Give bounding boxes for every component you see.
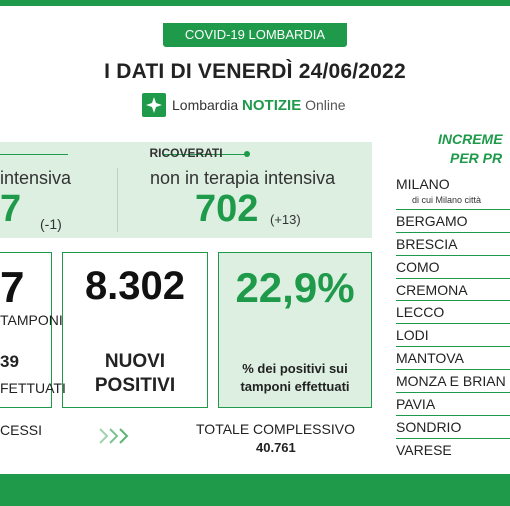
totale-complessivo-label: TOTALE COMPLESSIVO [196, 421, 355, 437]
percentuale-label [218, 360, 372, 396]
region-tag: COVID-19 LOMBARDIA [163, 23, 347, 47]
percentuale-label-line2: tamponi effettuati [240, 379, 350, 394]
nuovi-positivi-label-line2: POSITIVI [94, 375, 176, 396]
province-row: BERGAMO [396, 209, 510, 232]
non-terapia-intensiva-label: non in terapia intensiva [150, 168, 336, 188]
province-milano-sub: di cui Milano città [412, 195, 482, 205]
province-row: BRESCIA [396, 232, 510, 255]
ricoverati-label: RICOVERATI [149, 146, 223, 160]
tamponi-effettuati-label: FETTUATI [0, 380, 66, 396]
lombardia-cross-icon [142, 93, 166, 117]
province-row: LECCO [396, 300, 510, 323]
totale-complessivo-value: 40.761 [256, 440, 296, 455]
nuovi-positivi-label-line1: NUOVI [104, 351, 166, 372]
bottom-bar [0, 474, 510, 506]
logo-word-lombardia: Lombardia [172, 96, 239, 113]
decessi-label: CESSI [0, 422, 43, 438]
nuovi-positivi-value: 8.302 [84, 264, 186, 308]
ricoverati-vertical-divider [117, 168, 118, 232]
province-row: MANTOVA [396, 346, 510, 369]
tamponi-effettuati-value: 39 [0, 352, 19, 371]
non-terapia-intensiva-delta: (+13) [270, 212, 301, 227]
top-rule [0, 0, 510, 6]
logo-word-notizie: NOTIZIE [242, 96, 302, 114]
tamponi-value: 7 [0, 263, 25, 312]
non-terapia-intensiva-value: 702 [195, 188, 259, 230]
province-row: COMO [396, 255, 510, 278]
logo-text [172, 97, 346, 114]
province-row: SONDRIO [396, 415, 510, 438]
province-title-line2: PER PR [450, 150, 503, 166]
province-milano: MILANO [396, 176, 450, 192]
logo [142, 92, 346, 118]
logo-word-online: Online [305, 96, 346, 113]
province-title [438, 130, 503, 168]
nuovi-positivi-label [62, 350, 208, 398]
province-row: VARESE [396, 438, 510, 461]
chevrons-right-icon [98, 426, 134, 451]
percentuale-value: 22,9% [235, 264, 355, 311]
terapia-intensiva-value: 7 [0, 188, 22, 230]
page-title: I DATI DI VENERDÌ 24/06/2022 [104, 60, 406, 83]
terapia-intensiva-delta: (-1) [40, 216, 62, 232]
province-row: LODI [396, 323, 510, 346]
province-row: CREMONA [396, 278, 510, 301]
province-row: MONZA E BRIAN [396, 369, 510, 392]
province-title-line1: INCREME [438, 131, 503, 147]
percentuale-label-line1: % dei positivi sui [242, 361, 348, 376]
province-row: PAVIA [396, 392, 510, 415]
terapia-intensiva-label: intensiva [0, 168, 72, 188]
tamponi-label: TAMPONI [0, 312, 63, 328]
